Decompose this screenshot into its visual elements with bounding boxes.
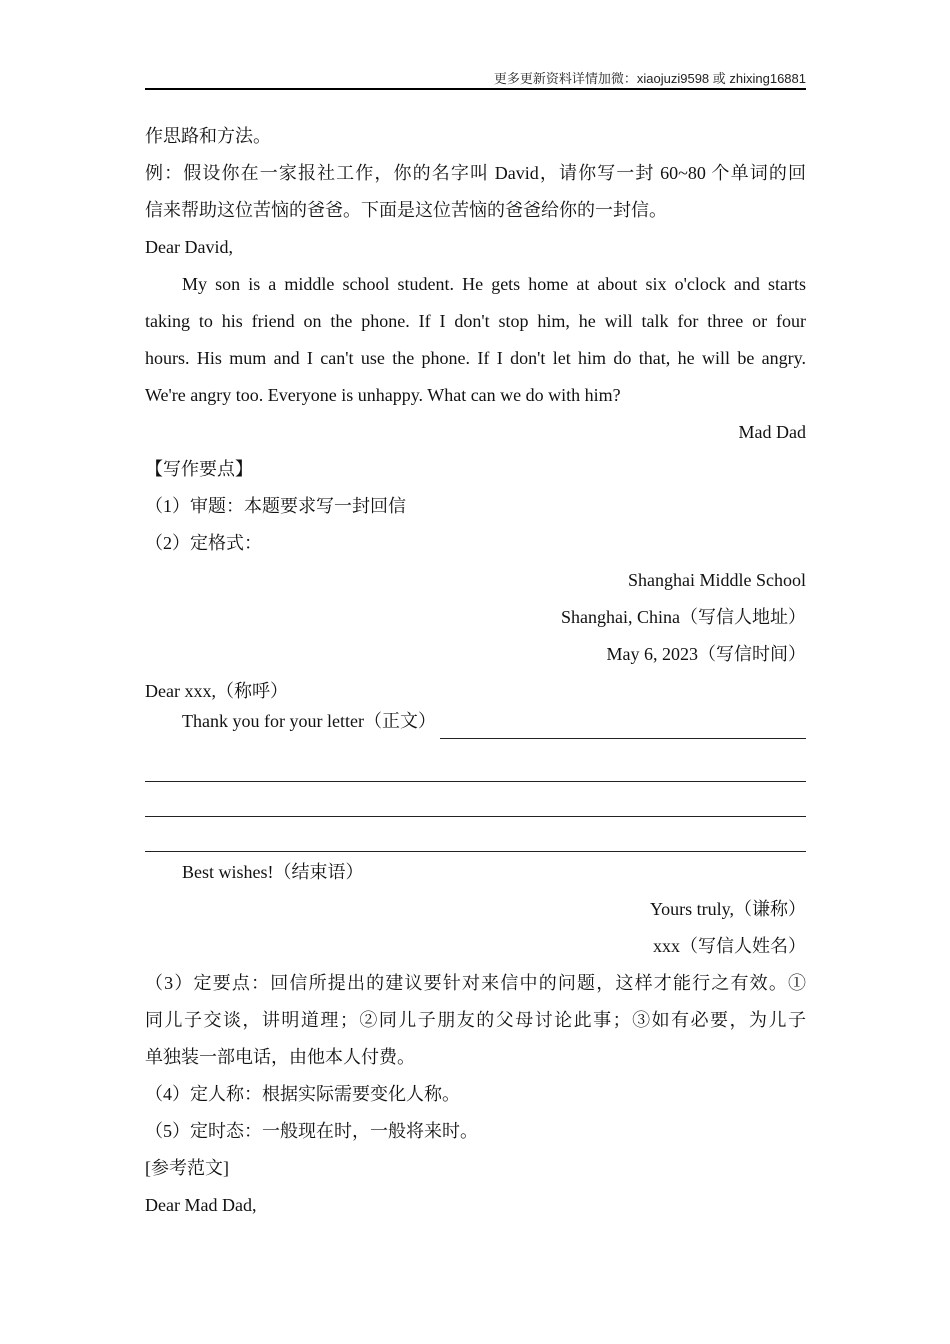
text-line: 作思路和方法。 xyxy=(145,126,271,146)
point-5: （5）定时态：一般现在时，一般将来时。 xyxy=(145,1121,478,1141)
point-4: （4）定人称：根据实际需要变化人称。 xyxy=(145,1084,460,1104)
blank-line xyxy=(145,817,806,852)
writing-points-title: 【写作要点】 xyxy=(145,459,253,479)
body-start-row xyxy=(145,710,806,747)
letter-line-1: My son is a middle school student. He gets home at about six o'clock and starts xyxy=(182,274,806,294)
address-line-2: Shanghai, China（写信人地址） xyxy=(561,607,806,627)
sample-greeting: Dear Mad Dad, xyxy=(145,1195,257,1215)
letter-signature: Mad Dad xyxy=(738,422,806,442)
blank-line xyxy=(440,716,806,739)
letter-line-4: We're angry too. Everyone is unhappy. What can we do with him? xyxy=(145,385,621,405)
point-3-line-3: 单独装一部电话，由他本人付费。 xyxy=(145,1047,415,1067)
date-line: May 6, 2023（写信时间） xyxy=(606,644,806,664)
letter-line-2: taking to his friend on the phone. If I don't stop him, he will talk for three or four xyxy=(145,311,806,331)
header-text: 更多更新资料详情加微：xiaojuzi9598 或 zhixing16881 xyxy=(493,71,806,86)
document-body xyxy=(145,118,806,1224)
format-greeting: Dear xxx,（称呼） xyxy=(145,681,288,701)
name-line: xxx（写信人姓名） xyxy=(653,936,806,956)
blank-line xyxy=(145,782,806,817)
example-prompt-line-1: 例：假设你在一家报社工作，你的名字叫 David，请你写一封 60~80 个单词的回 xyxy=(145,163,806,183)
address-line-1: Shanghai Middle School xyxy=(628,570,806,590)
closing-line: Best wishes!（结束语） xyxy=(182,862,364,882)
sample-title: [参考范文] xyxy=(145,1158,229,1178)
example-prompt-line-2: 信来帮助这位苦恼的爸爸。下面是这位苦恼的爸爸给你的一封信。 xyxy=(145,200,667,220)
letter-line-3: hours. His mum and I can't use the phone. If I don't let him do that, he will be angry. xyxy=(145,348,806,368)
point-2: （2）定格式： xyxy=(145,533,262,553)
point-3-line-2: 同儿子交谈，讲明道理；②同儿子朋友的父母讨论此事；③如有必要，为儿子 xyxy=(145,1010,806,1030)
body-start-text: Thank you for your letter（正文） xyxy=(182,711,436,731)
letter-greeting: Dear David, xyxy=(145,237,233,257)
point-3-line-1: （3）定要点：回信所提出的建议要针对来信中的问题，这样才能行之有效。① xyxy=(145,973,806,993)
blank-line xyxy=(145,747,806,782)
page-header xyxy=(145,66,806,90)
yours-line: Yours truly,（谦称） xyxy=(649,899,806,919)
point-1: （1）审题：本题要求写一封回信 xyxy=(145,496,406,516)
